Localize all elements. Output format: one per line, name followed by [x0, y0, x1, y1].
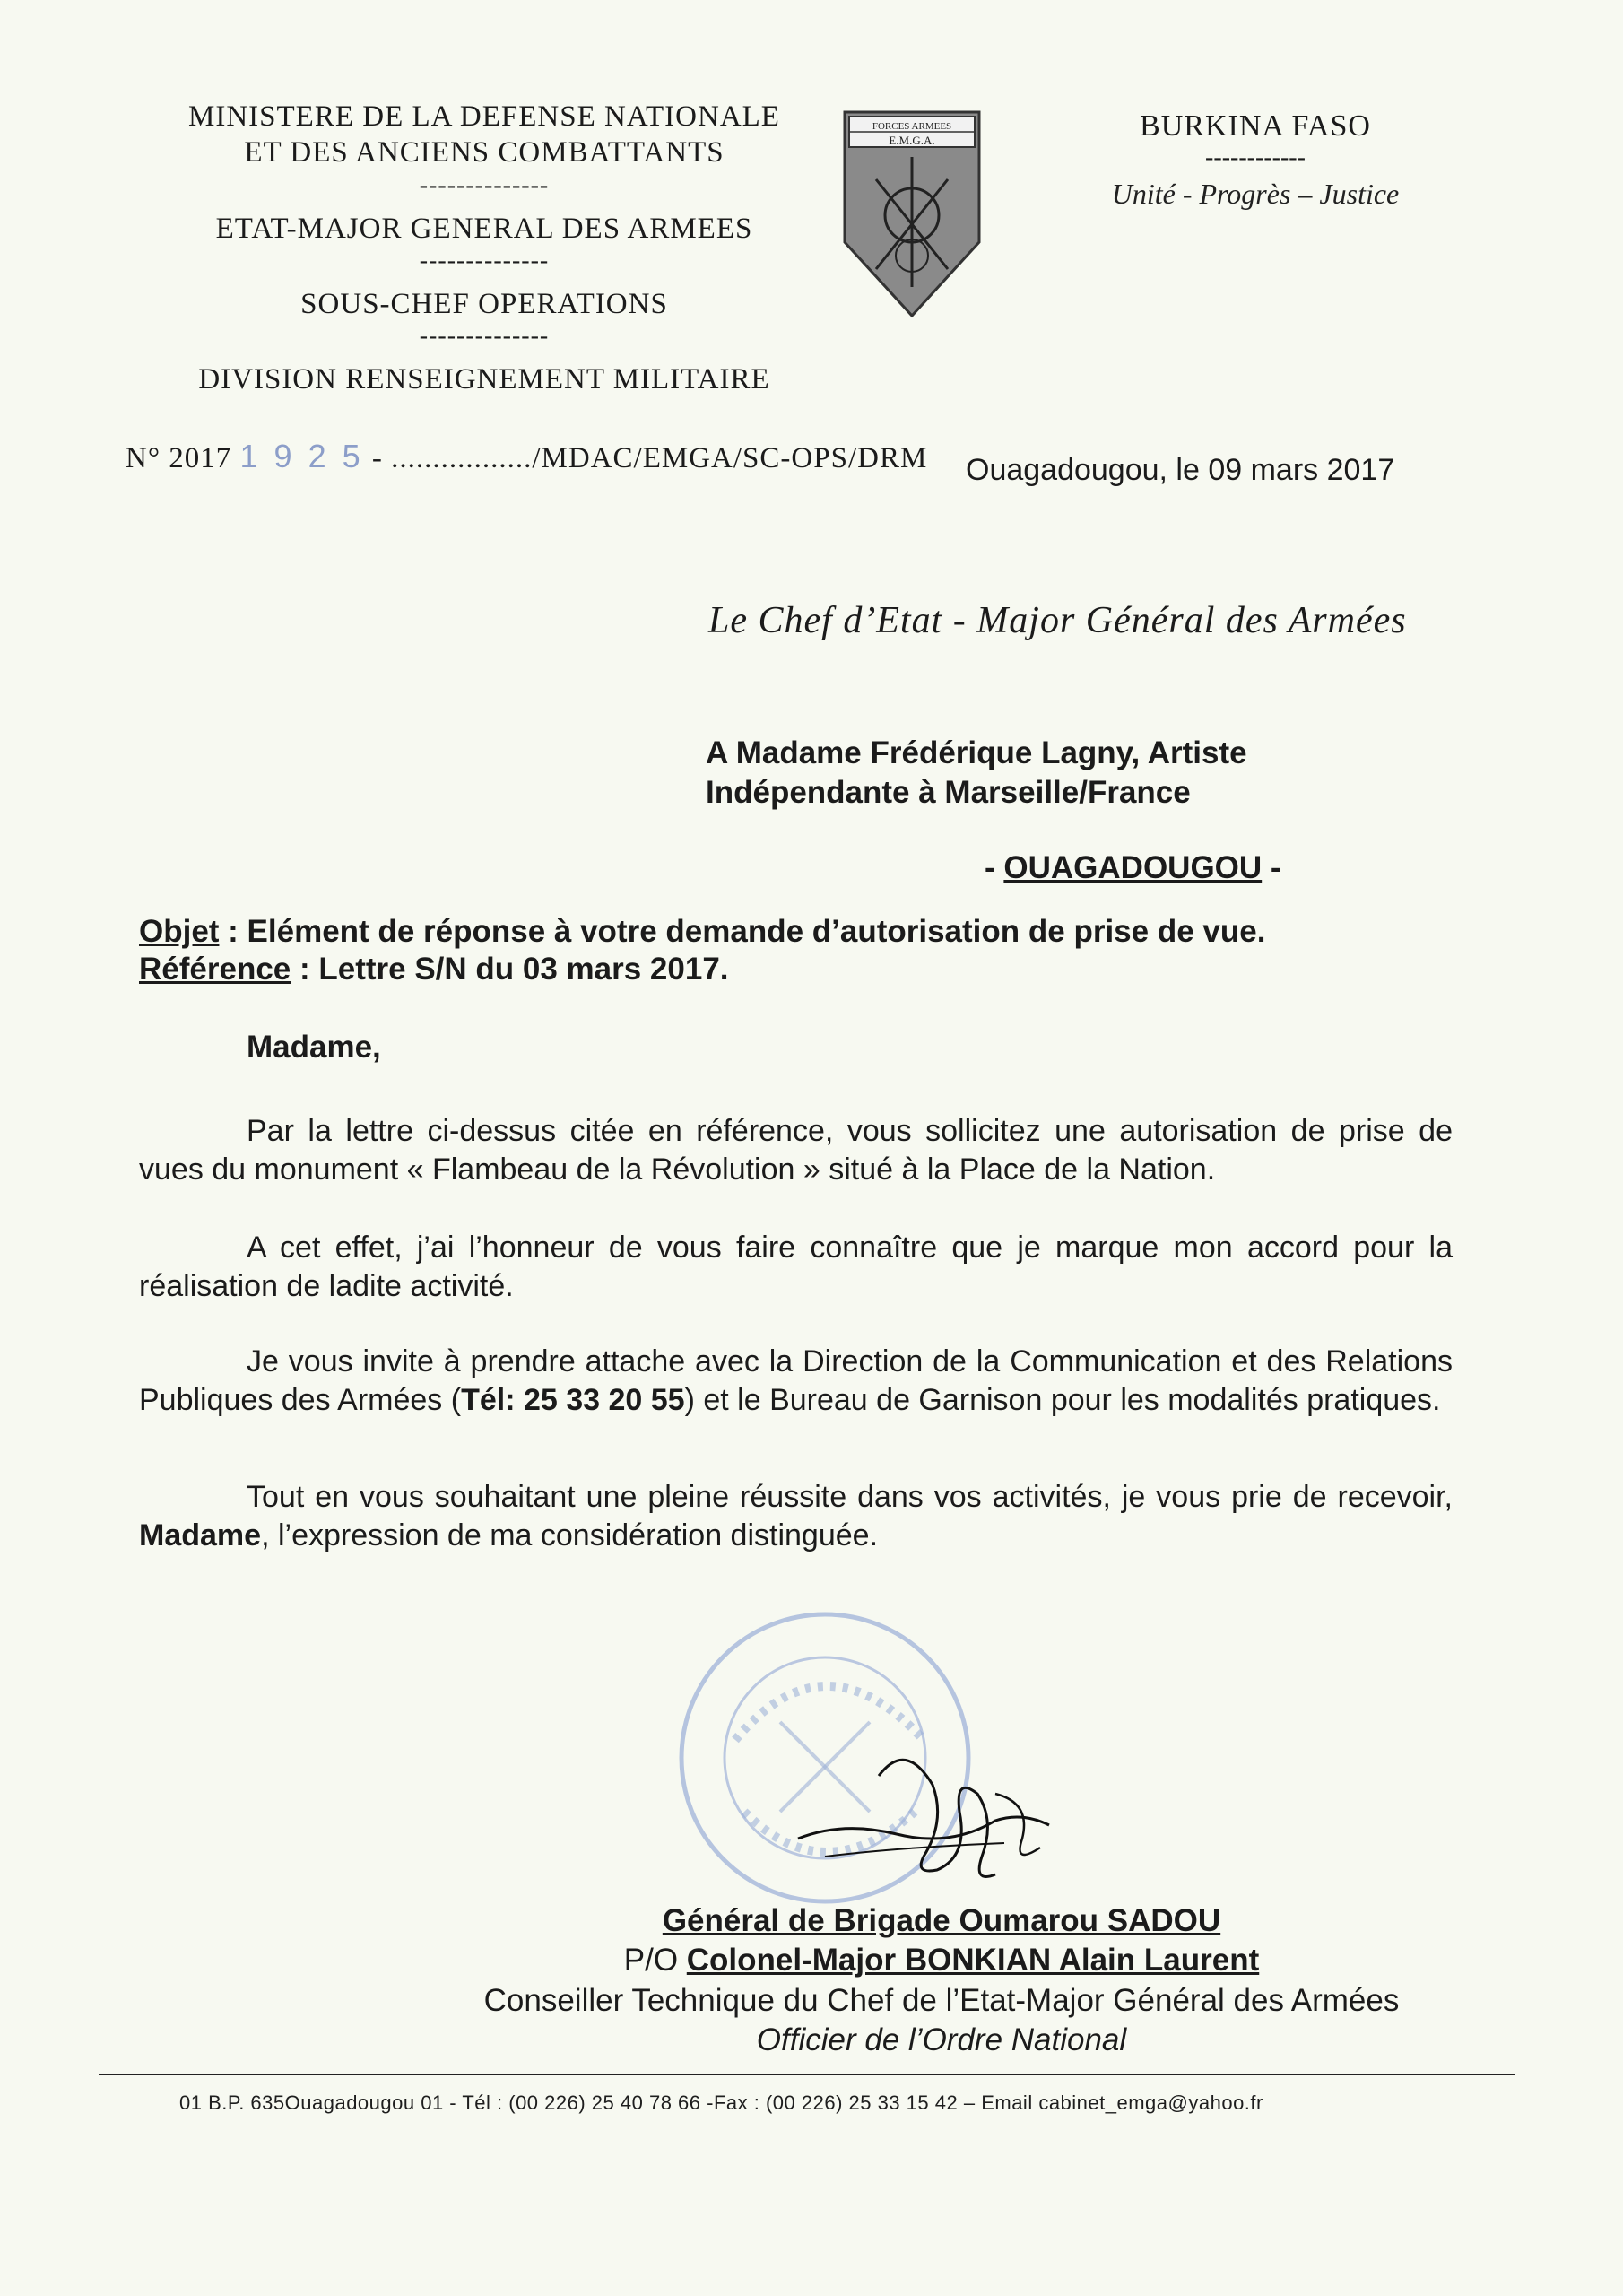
national-motto: Unité - Progrès – Justice: [1111, 178, 1400, 210]
emblem-middle-text: E.M.G.A.: [889, 134, 935, 147]
paragraph-1: [139, 1112, 1453, 1188]
signatory-distinction: Officier de l’Ordre National: [756, 2022, 1127, 2058]
reference-stamp-number: 1 9 2 5: [239, 438, 364, 474]
paragraph-2: [139, 1229, 1453, 1305]
signatory-name: Général de Brigade Oumarou SADOU: [662, 1903, 1221, 1938]
phone-number: Tél: 25 33 20 55: [461, 1382, 685, 1417]
paragraph-3-text-a: Je vous invite à prendre attache avec la Direction de la Communication et des Relations Publiques des Armées (: [139, 1344, 1453, 1417]
paragraph-3-text-b: ) et le Bureau de Garnison pour les modalités pratiques.: [684, 1382, 1441, 1417]
sender-title: Le Chef d’Etat - Major Général des Armées: [708, 600, 1407, 641]
emga-shield-emblem-icon: [840, 108, 984, 323]
ministry-line-5: DIVISION RENSEIGNEMENT MILITAIRE: [198, 363, 770, 396]
reference-label: Référence: [139, 952, 291, 987]
reference-suffix: - ................./MDAC/EMGA/SC-OPS/DRM: [371, 442, 928, 474]
footer-divider: [99, 2074, 1515, 2075]
handwritten-signature-icon: [789, 1722, 1058, 1901]
reference-text: : Lettre S/N du 03 mars 2017.: [291, 952, 729, 987]
city-name: OUAGADOUGOU: [1003, 850, 1263, 885]
paragraph-4: [139, 1478, 1453, 1554]
header-separator: --------------: [419, 246, 550, 274]
ministry-line-1: MINISTERE DE LA DEFENSE NATIONALE: [188, 100, 780, 133]
objet-text: : Elément de réponse à votre demande d’autorisation de prise de vue.: [219, 914, 1266, 949]
objet-label: Objet: [139, 914, 220, 949]
ministry-line-3: ETAT-MAJOR GENERAL DES ARMEES: [215, 212, 753, 245]
recipient-line-2: Indépendante à Marseille/France: [706, 774, 1191, 810]
country-header: [1058, 109, 1453, 211]
emblem-top-text: FORCES ARMEES: [872, 121, 952, 132]
signature-block: [448, 1901, 1435, 2061]
header-separator: --------------: [419, 170, 550, 199]
recipient-city: [985, 850, 1281, 886]
paragraph-2-text: A cet effet, j’ai l’honneur de vous faire connaître que je marque mon accord pour la réalisation de ladite activité.: [139, 1231, 1453, 1303]
signatory-role: Conseiller Technique du Chef de l’Etat-Major Général des Armées: [483, 1982, 1400, 2018]
paragraph-1-text: Par la lettre ci-dessus citée en référence, vous sollicitez une autorisation de prise de vues du monument « Flambeau de la Révolution » situé à la Place de la Nation.: [139, 1114, 1453, 1187]
recipient-line-1: A Madame Frédérique Lagny, Artiste: [706, 735, 1247, 770]
subject-block: [139, 913, 1265, 988]
paragraph-4-bold: Madame: [139, 1518, 262, 1552]
city-prefix: -: [985, 850, 1004, 885]
paragraph-4-text-b: , l’expression de ma considération distinguée.: [261, 1518, 879, 1552]
reference-prefix: N° 2017: [126, 442, 232, 474]
paragraph-3: [139, 1343, 1453, 1419]
footer-contact: 01 B.P. 635Ouagadougou 01 - Tél : (00 226) 25 40 78 66 -Fax : (00 226) 25 33 15 42 – Email cabinet_emga@yahoo.fr: [179, 2092, 1263, 2114]
ministry-header: [135, 99, 834, 397]
paragraph-4-text-a: Tout en vous souhaitant une pleine réussite dans vos activités, je vous prie de recevoir,: [247, 1480, 1453, 1514]
ministry-line-2: ET DES ANCIENS COMBATTANTS: [244, 136, 725, 170]
country-separator: ------------: [1205, 144, 1306, 171]
recipient-address: [706, 734, 1247, 813]
ministry-line-4: SOUS-CHEF OPERATIONS: [300, 287, 668, 320]
letter-date: Ouagadougou, le 09 mars 2017: [966, 453, 1395, 487]
header-separator: --------------: [419, 322, 550, 350]
po-label: P/O: [623, 1943, 687, 1979]
city-suffix: -: [1262, 850, 1281, 885]
salutation: Madame,: [247, 1030, 381, 1065]
letter-reference: [126, 438, 927, 475]
po-name: Colonel-Major BONKIAN Alain Laurent: [686, 1943, 1260, 1979]
country-name: BURKINA FASO: [1140, 109, 1371, 143]
